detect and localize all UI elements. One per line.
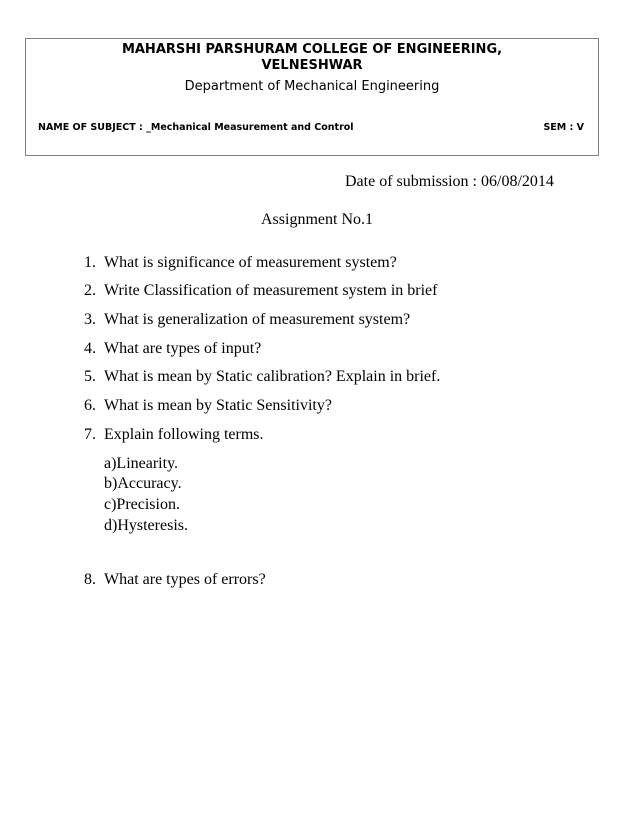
question-text: What is mean by Static calibration? Explain in brief.	[104, 368, 441, 385]
term-item: a)Linearity.	[104, 455, 179, 472]
question-text: What are types of input?	[104, 340, 262, 357]
college-name-line1: MAHARSHI PARSHURAM COLLEGE OF ENGINEERING,	[121, 42, 503, 57]
question-number: 2.	[84, 282, 96, 299]
question-item	[84, 281, 437, 301]
header-box	[25, 38, 599, 156]
question-text: Explain following terms.	[104, 426, 264, 443]
question-item	[84, 570, 266, 590]
question-item	[84, 253, 397, 273]
assignment-title: Assignment No.1	[261, 211, 373, 228]
question-item	[84, 339, 261, 359]
term-item: c)Precision.	[104, 496, 180, 513]
submission-date: Date of submission : 06/08/2014	[345, 173, 554, 190]
question-number: 4.	[84, 340, 96, 357]
question-item	[84, 396, 332, 416]
term-item: b)Accuracy.	[104, 475, 182, 492]
question-number: 6.	[84, 397, 96, 414]
question-text: What are types of errors?	[104, 571, 266, 588]
subject-name: NAME OF SUBJECT : _Mechanical Measurement and Control	[38, 122, 354, 133]
subject-row	[38, 122, 584, 134]
question-text: What is mean by Static Sensitivity?	[104, 397, 332, 414]
question-text: What is generalization of measurement system?	[104, 311, 411, 328]
question-item	[84, 367, 440, 387]
question-item	[84, 425, 264, 445]
department-name: Department of Mechanical Engineering	[184, 79, 440, 94]
question-number: 8.	[84, 571, 96, 588]
question-text: What is significance of measurement system?	[104, 254, 397, 271]
question-text: Write Classification of measurement system in brief	[104, 282, 438, 299]
question-number: 7.	[84, 426, 96, 443]
question-number: 1.	[84, 254, 96, 271]
question-item	[84, 310, 410, 330]
semester: SEM : V	[543, 122, 584, 133]
question-number: 5.	[84, 368, 96, 385]
college-name-line2: VELNESHWAR	[261, 58, 363, 73]
question-number: 3.	[84, 311, 96, 328]
term-item: d)Hysteresis.	[104, 517, 188, 534]
